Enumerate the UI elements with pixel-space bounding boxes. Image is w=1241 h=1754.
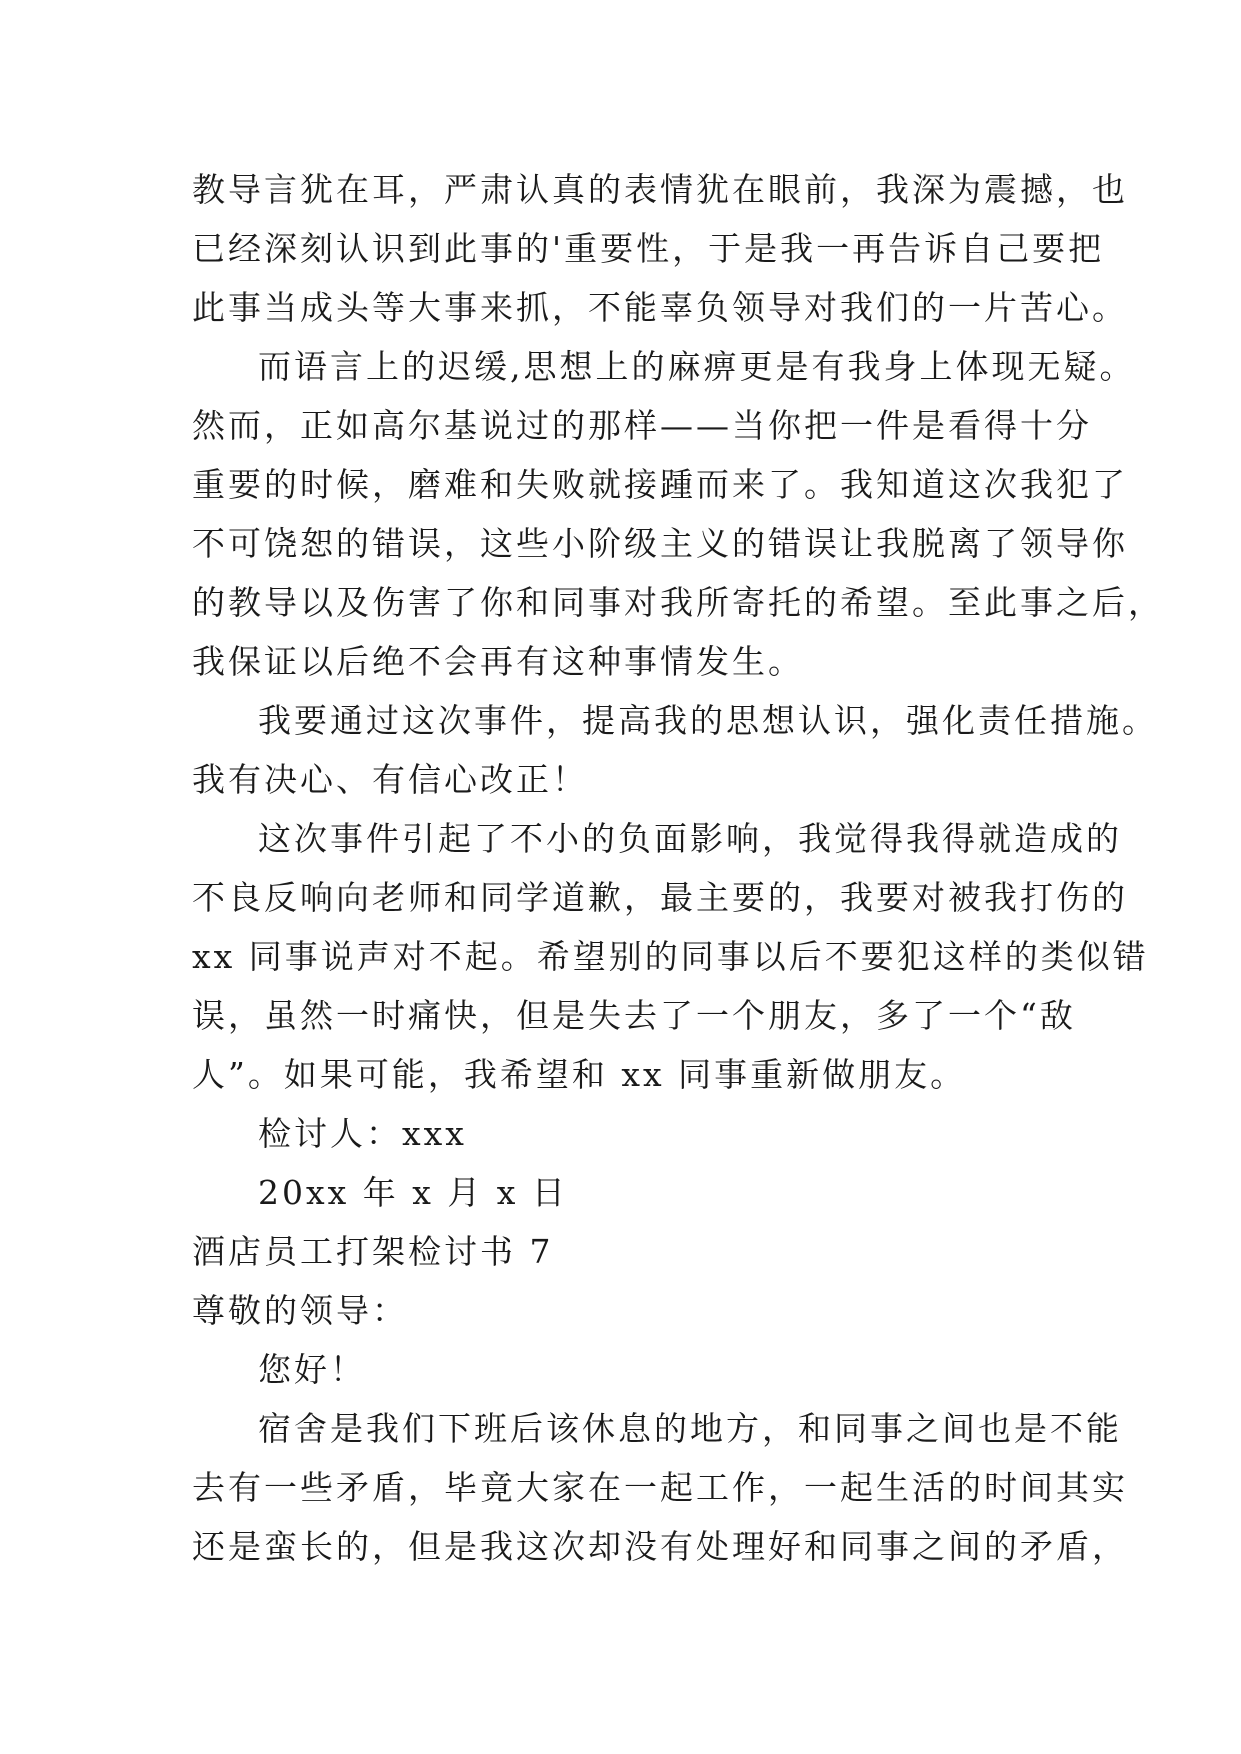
text-line: 然而，正如高尔基说过的那样——当你把一件是看得十分 [192,406,1092,445]
text-line: 的教导以及伤害了你和同事对我所寄托的希望。至此事之后， [192,583,1164,622]
text-line: 这次事件引起了不小的负面影响，我觉得我得就造成的 [258,819,1122,858]
text-line: 20xx 年 x 月 x 日 [258,1173,568,1212]
text-line: 您好！ [258,1350,366,1389]
text-line: 尊敬的领导： [192,1291,408,1330]
text-line: 此事当成头等大事来抓，不能辜负领导对我们的一片苦心。 [192,288,1128,327]
text-line: xx 同事说声对不起。希望别的同事以后不要犯这样的类似错 [192,937,1149,976]
text-line: 教导言犹在耳，严肃认真的表情犹在眼前，我深为震撼，也 [192,170,1128,209]
text-line: 而语言上的迟缓,思想上的麻痹更是有我身上体现无疑。 [258,347,1136,386]
document-body [192,160,1164,1576]
text-line: 不良反响向老师和同学道歉，最主要的，我要对被我打伤的 [192,878,1128,917]
text-line: 不可饶恕的错误，这些小阶级主义的错误让我脱离了领导你 [192,524,1128,563]
text-line: 还是蛮长的，但是我这次却没有处理好和同事之间的矛盾， [192,1527,1128,1566]
text-line: 酒店员工打架检讨书 7 [192,1232,554,1271]
text-line: 宿舍是我们下班后该休息的地方，和同事之间也是不能 [258,1409,1122,1448]
text-line: 人”。如果可能，我希望和 xx 同事重新做朋友。 [192,1055,967,1094]
text-line: 检讨人：xxx [258,1114,467,1153]
text-line: 去有一些矛盾，毕竟大家在一起工作，一起生活的时间其实 [192,1468,1128,1507]
text-line: 已经深刻认识到此事的'重要性，于是我一再告诉自己要把 [192,229,1105,268]
text-line: 重要的时候，磨难和失败就接踵而来了。我知道这次我犯了 [192,465,1128,504]
text-line: 我有决心、有信心改正！ [192,760,588,799]
text-line: 误，虽然一时痛快，但是失去了一个朋友，多了一个“敌 [192,996,1076,1035]
text-line: 我要通过这次事件，提高我的思想认识，强化责任措施。 [258,701,1158,740]
text-line: 我保证以后绝不会再有这种事情发生。 [192,642,804,681]
